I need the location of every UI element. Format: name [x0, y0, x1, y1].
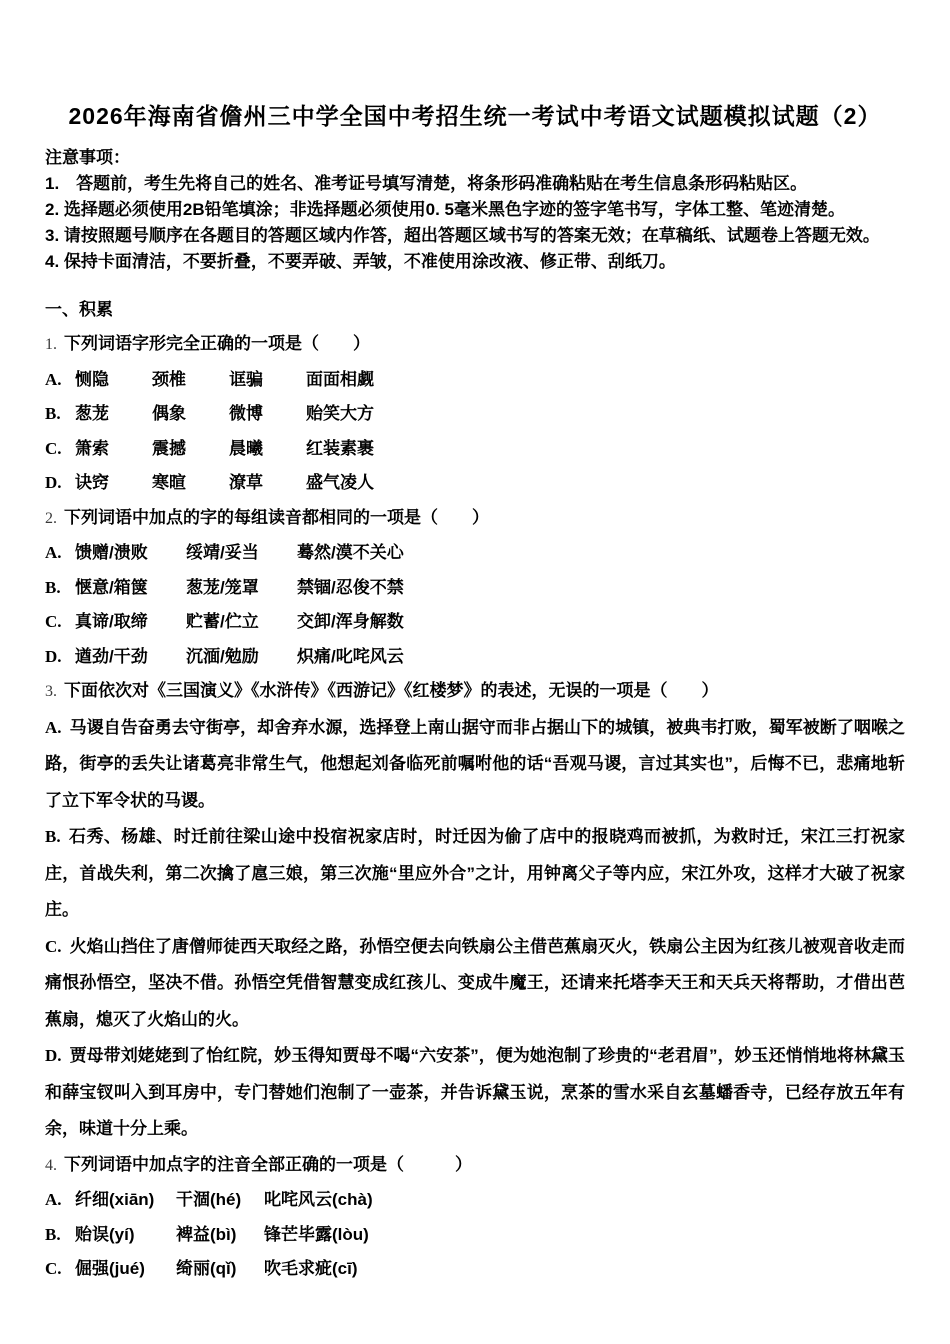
- option-word: 贮蓄/伫立: [186, 612, 259, 631]
- question-3-number: 3.: [45, 683, 57, 700]
- question-2-stem: [45, 501, 905, 537]
- question-2-stem-text: 下列词语中加点的字的每组读音都相同的一项是（ ）: [64, 507, 489, 527]
- option-word: 蓦然/漠不关心: [297, 543, 404, 562]
- question-1-stem: [45, 327, 905, 363]
- question-1-stem-text: 下列词语字形完全正确的一项是（ ）: [64, 334, 370, 353]
- option-word: 贻笑大方: [306, 404, 374, 423]
- question-4-stem-text: 下列词语中加点字的注音全部正确的一项是（ ）: [64, 1154, 472, 1174]
- option-label: A.: [45, 1190, 62, 1209]
- option-word: 禁锢/忍俊不禁: [297, 577, 404, 597]
- option-label: C.: [45, 1259, 62, 1278]
- section-1-heading: 一、积累: [45, 300, 113, 319]
- option-word: 诀窍: [75, 473, 109, 492]
- option-word: 贻误(yí): [75, 1224, 135, 1244]
- option-label: A.: [45, 543, 62, 562]
- question-3-stem-text: 下面依次对《三国演义》《水浒传》《西游记》《红楼梦》的表述，无误的一项是（ ）: [64, 681, 719, 700]
- option-word: 交卸/浑身解数: [297, 612, 404, 631]
- notice-heading: 注意事项：: [45, 148, 130, 167]
- option-word: 锋芒毕露(lòu): [264, 1224, 369, 1244]
- question-4-stem: [45, 1148, 905, 1184]
- option-word: 面面相觑: [306, 369, 374, 389]
- option-word: 诓骗: [229, 369, 263, 389]
- option-word: 红装素裹: [306, 438, 374, 458]
- option-word: 晨曦: [229, 438, 263, 458]
- option-label: B.: [45, 404, 61, 423]
- option-word: 纤细(xiān): [75, 1190, 155, 1209]
- option-label: B.: [45, 827, 61, 846]
- notice-item-4: 4. 保持卡面清洁，不要折叠，不要弄破、弄皱，不准使用涂改液、修正带、刮纸刀。: [45, 252, 676, 271]
- option-word: 真谛/取缔: [75, 612, 148, 631]
- option-word: 炽痛/叱咤风云: [297, 646, 404, 666]
- notice-item-2: 2. 选择题必须使用2B铅笔填涂；非选择题必须使用0. 5毫米黑色字迹的签字笔书写，字体工整、笔迹清楚。: [45, 200, 845, 219]
- option-label: A.: [45, 717, 62, 737]
- option-word: 盛气凌人: [306, 473, 374, 492]
- question-4-number: 4.: [45, 1156, 57, 1174]
- question-3-option-a: [45, 710, 905, 820]
- option-word: 倔强(jué): [75, 1259, 145, 1278]
- option-word: 干涸(hé): [176, 1190, 242, 1209]
- option-word: 绮丽(qǐ): [176, 1259, 237, 1278]
- page-title: 2026年海南省儋州三中学全国中考招生统一考试中考语文试题模拟试题（2）: [68, 103, 882, 129]
- option-text: 马谡自告奋勇去守街亭，却舍弃水源，选择登上南山据守而非占据山下的城镇，被典韦打败，蜀军被断了咽喉之路，街亭的丢失让诸葛亮非常生气，他想起刘备临死前嘱咐他的话“吾观马谡，言过其实也”，后悔不已，悲痛地斩了立下军令状的马谡。: [45, 717, 905, 810]
- question-1-option-b: [45, 397, 905, 432]
- option-label: C.: [45, 936, 62, 956]
- option-word: 惬意/箱箧: [75, 577, 148, 597]
- question-4-option-a: [45, 1183, 905, 1218]
- option-word: 裨益(bì): [176, 1224, 237, 1244]
- option-word: 叱咤风云(chà): [264, 1190, 373, 1209]
- option-word: 沉湎/勉励: [186, 646, 259, 666]
- option-word: 寒暄: [152, 473, 186, 492]
- option-label: C.: [45, 612, 62, 631]
- option-word: 遒劲/干劲: [75, 646, 148, 666]
- option-word: 微博: [229, 404, 263, 423]
- option-word: 颈椎: [152, 369, 186, 389]
- option-text: 贾母带刘姥姥到了怡红院，妙玉得知贾母不喝“六安茶”，便为她泡制了珍贵的“老君眉”，妙玉还悄悄地将林黛玉和薛宝钗叫入到耳房中，专门替她们泡制了一壶茶，并告诉黛玉说，烹茶的雪水采自玄墓蟠香寺，已经存放五年有余，味道十分上乘。: [45, 1046, 905, 1138]
- question-3-option-c: [45, 929, 905, 1039]
- notice-item-1: 1. 答题前，考生先将自己的姓名、准考证号填写清楚，将条形码准确粘贴在考生信息条形码粘贴区。: [45, 174, 808, 193]
- notice-section: [45, 145, 905, 275]
- question-3-option-b: [45, 819, 905, 929]
- option-word: 绥靖/妥当: [186, 543, 259, 562]
- option-label: B.: [45, 1224, 61, 1244]
- question-3-option-d: [45, 1038, 905, 1148]
- option-word: 馈赠/溃败: [75, 543, 148, 562]
- question-3-stem: [45, 674, 905, 710]
- question-1-option-c: [45, 432, 905, 467]
- notice-item-3: 3. 请按照题号顺序在各题目的答题区域内作答，超出答题区域书写的答案无效；在草稿纸、试题卷上答题无效。: [45, 226, 880, 245]
- option-word: 葱茏/笼罩: [186, 577, 259, 597]
- question-2-option-d: [45, 640, 905, 675]
- option-label: D.: [45, 473, 62, 492]
- option-text: 石秀、杨雄、时迁前往梁山途中投宿祝家店时，时迁因为偷了店中的报晓鸡而被抓，为救时迁，宋江三打祝家庄，首战失利，第二次擒了扈三娘，第三次施“里应外合”之计，用钟离父子等内应，宋江外攻，这样才大破了祝家庄。: [45, 827, 905, 919]
- option-word: 震撼: [152, 438, 186, 458]
- question-1-option-a: [45, 363, 905, 398]
- option-label: D.: [45, 646, 62, 666]
- option-word: 箫索: [75, 438, 109, 458]
- question-1-option-d: [45, 466, 905, 501]
- option-word: 潦草: [229, 473, 263, 492]
- option-label: B.: [45, 577, 61, 597]
- question-4-option-c: [45, 1252, 905, 1287]
- option-word: 恻隐: [75, 369, 109, 389]
- option-label: C.: [45, 438, 62, 458]
- question-2-option-a: [45, 536, 905, 571]
- question-4-option-b: [45, 1218, 905, 1253]
- option-text: 火焰山挡住了唐僧师徒西天取经之路，孙悟空便去向铁扇公主借芭蕉扇灭火，铁扇公主因为红孩儿被观音收走而痛恨孙悟空，坚决不借。孙悟空凭借智慧变成红孩儿、变成牛魔王，还请来托塔李天王和天兵天将帮助，才借出芭蕉扇，熄灭了火焰山的火。: [45, 936, 905, 1029]
- option-word: 偶象: [152, 404, 186, 423]
- option-word: 吹毛求疵(cī): [264, 1259, 358, 1278]
- option-label: D.: [45, 1046, 62, 1065]
- question-2-number: 2.: [45, 509, 57, 527]
- question-2-option-c: [45, 605, 905, 640]
- question-2-option-b: [45, 571, 905, 606]
- option-label: A.: [45, 369, 62, 389]
- option-word: 葱茏: [75, 404, 109, 423]
- question-1-number: 1.: [45, 336, 57, 353]
